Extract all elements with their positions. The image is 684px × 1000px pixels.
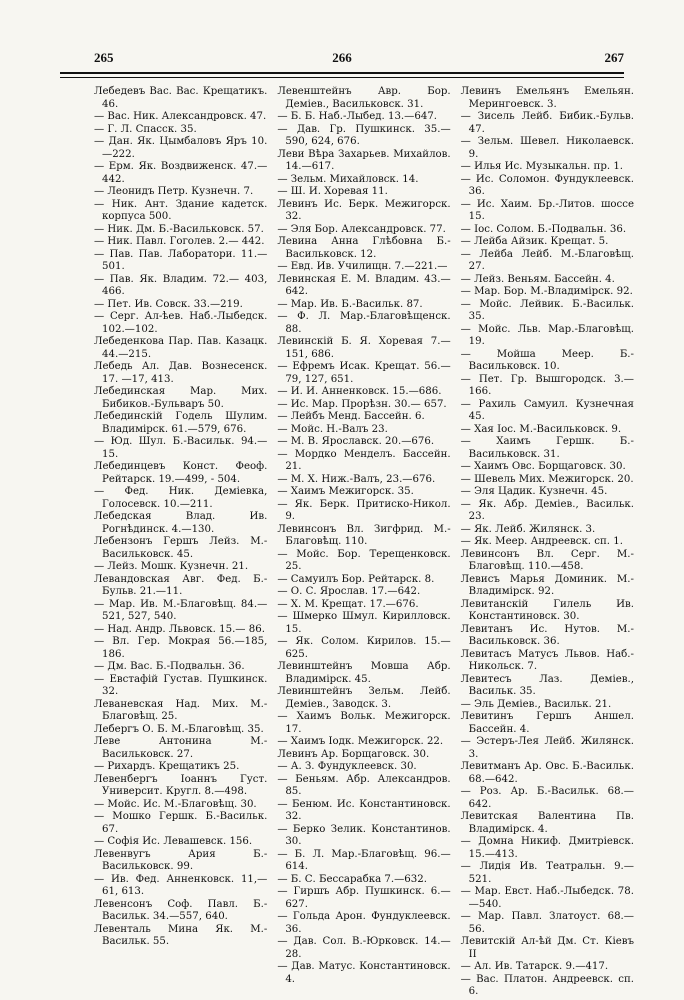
column-1 [94,86,267,990]
directory-entry: Левенсонъ Соф. Павл. Б.-Васильк. 34.—557, 640. [94,898,268,922]
directory-entry: — Роз. Ар. Б.-Васильк. 68.— 642. [460,786,634,810]
directory-entry: — Вас. Ник. Александровск. 47. [94,111,267,122]
directory-entry: — Ник. Ант. Здание кадетск. корпуса 500. [94,198,268,222]
directory-entry: — Мордко Менделъ. Бассейн. 21. [277,448,451,472]
directory-entry: — Лейба Лейб. М.-Благовѣщ. 27. [460,248,634,272]
directory-entry: Леве Антонина М.-Васильковск. 27. [94,736,268,760]
directory-entry: Левенбергъ Iоаннъ Густ. Университ. Кругл. 8.—498. [94,773,268,797]
directory-entry: — Эля Бор. Александровск. 77. [277,223,446,235]
directory-entry: — Дав. Сол. В.-Юрковск. 14.— 28. [277,936,451,960]
directory-entry: — Ерм. Як. Воздвиженск. 47.— 442. [94,161,268,185]
directory-entry: Левандовская Авг. Фед. Б.-Бульв. 21.—11. [94,573,268,597]
center-page-number: 266 [332,50,352,65]
directory-entry: — Серг. Ал-ѣев. Наб.-Лыбедск. 102.—102. [94,311,268,335]
directory-entry: — И. И. Анненковск. 15.—686. [277,386,442,397]
column-3 [460,86,634,997]
directory-entry: Лебедевъ Вас. Вас. Крещатикъ. 46. [94,86,268,110]
directory-entry: Левенталь Мина Як. М.-Васильк. 55. [94,923,268,947]
directory-entry: — Iос. Солом. Б.-Подвальн. 36. [460,223,627,235]
directory-entry: — Мар. Павл. Златоуст. 68.— 56. [460,911,634,935]
directory-entry: Леви Вѣра Захарьев. Михайлов. 14.—617. [277,148,451,172]
directory-entry: — Пав. Як. Владим. 72.— 403, 466. [94,273,268,297]
directory-entry: Левинская Е. М. Владим. 43.— 642. [277,273,451,297]
column-2 [277,86,450,990]
directory-entry: — Ник. Дм. Б.-Васильковск. 57. [94,223,264,235]
directory-entry: — Пет. Ив. Совск. 33.—219. [94,298,243,310]
directory-entry: — Берко Зелик. Константинов. 30. [277,823,451,847]
directory-entry: Левинскiй Б. Я. Хоревая 7.— 151, 686. [277,336,451,360]
directory-entry: Левитесъ Лаз. Демiев., Васильк. 35. [460,673,634,697]
directory-entry: — Ф. Л. Мар.-Благовѣщенск. 88. [277,311,451,335]
directory-entry: Левинсонъ Вл. Серг. М.-Благовѣщ. 110.—458. [460,548,634,572]
directory-entry: — Мошко Гершк. Б.-Васильк. 67. [94,811,268,835]
directory-entry: — Мар. Ив. М.-Благовѣщ. 84.— 521, 527, 540. [94,598,268,622]
directory-entry: — Дав. Матус. Константиновск. 4. [277,961,451,985]
directory-entry: Левенштейнъ Авр. Бор. Демiев., Васильковск. 31. [277,86,451,110]
directory-entry: — О. С. Ярослав. 17.—642. [277,586,421,597]
directory-entry: Левинсонъ Вл. Зигфрид. М.-Благовѣщ. 110. [277,523,451,547]
directory-entry: — Леонидъ Петр. Кузнечн. 7. [94,186,254,197]
directory-entry: — Як. Абр. Демiев., Васильк. 23. [460,498,634,522]
directory-entry: — Дм. Вас. Б.-Подвальн. 36. [94,661,245,672]
directory-entry: — Ал. Ив. Татарск. 9.—417. [460,961,609,972]
directory-entry: Левитманъ Ар. Овс. Б.-Васильк. 68.—642. [460,761,634,785]
directory-entry: — Лейба Айзик. Крещат. 5. [460,236,609,247]
directory-entry: — Илья Ис. Музыкальн. пр. 1. [460,161,624,172]
left-page-number: 265 [94,50,114,65]
directory-entry: — Софiя Ис. Левашевск. 156. [94,836,253,847]
directory-entry: — Х. М. Крещат. 17.—676. [277,598,419,610]
directory-entry: — Хая Iос. М.-Васильковск. 9. [460,423,622,435]
directory-entry: — Зисель Лейб. Бибик.-Бульв. 47. [460,111,634,135]
directory-entry: Левенвугъ Ария Б.-Васильковск. 99. [94,848,268,872]
directory-entry: — Ис. Хаим. Бр.-Литов. шоссе 15. [460,198,634,222]
directory-entry: — Домна Никиф. Дмитрiевск. 15.—413. [460,836,634,860]
directory-entry: Левина Анна Глѣбовна Б.-Васильковск. 12. [277,236,451,260]
directory-entry: Левинъ Ар. Борщаговск. 30. [277,748,430,760]
directory-entry: — Як. Берк. Притиско-Никол. 9. [277,498,451,522]
directory-entry: — Юд. Шул. Б.-Васильк. 94.— 15. [94,436,268,460]
directory-entry: — Ш. И. Хоревая 11. [277,186,388,197]
header-rule [60,72,624,78]
directory-entry: — М. В. Ярославск. 20.—676. [277,436,435,447]
directory-entry: — Хаимъ Вольк. Межигорск. 17. [277,711,451,735]
directory-entry: Левисъ Марья Доминик. М.-Владимiрск. 92. [460,573,634,597]
directory-entry: — Пав. Пав. Лаборатори. 11.— 501. [94,248,268,272]
directory-entry: — Б. С. Бессарабка 7.—632. [277,873,427,885]
directory-entry: — Эль Демiев., Васильк. 21. [460,698,612,710]
directory-entry: Левитанскiй Гилель Ив. Константиновск. 30. [460,598,634,622]
directory-entry: — Лейз. Мошк. Кузнечн. 21. [94,561,249,572]
directory-entry: — Лидiя Ив. Театральн. 9.— 521. [460,861,634,885]
directory-entry: — Вл. Гер. Мокрая 56.—185, 186. [94,636,268,660]
directory-entry: Лебединцевъ Конст. Феоф. Рейтарск. 19.—499, - 504. [94,461,268,485]
directory-entry: Левитская Валентина Пв. Владимiрск. 4. [460,811,634,835]
directory-entry: — Мойс. Н.-Валъ 23. [277,423,388,435]
directory-entry: — Зельм. Михайловск. 14. [277,173,419,185]
directory-entry: — Пет. Гр. Вышгородск. 3.— 166. [460,373,634,397]
directory-entry: — Шевель Мих. Межигорск. 20. [460,473,634,485]
directory-entry: Левинъ Емельянъ Емельян. Мерингоевск. 3. [460,86,634,110]
directory-entry: — Як. Меер. Андреевск. сп. 1. [460,536,623,547]
directory-entry: — М. Х. Ниж.-Валъ, 23.—676. [277,473,436,485]
directory-columns [94,86,634,997]
directory-entry: — Рихардъ. Крещатикъ 25. [94,761,240,772]
page-header [60,50,624,70]
directory-entry: Лебединская Мар. Мих. Бибиков.-Бульваръ 50. [94,386,268,410]
directory-entry: — Як. Лейб. Жилянск. 3. [460,523,596,535]
directory-entry: Левинштейнъ Зельм. Лейб. Демiев., Заводск. 3. [277,686,451,710]
directory-entry: — Мойс. Ис. М.-Благовѣщ. 30. [94,798,257,810]
directory-entry: Левитскiй Ал-ѣй Дм. Ст. Кiевъ II [460,936,634,960]
directory-entry: Левитасъ Матусъ Львов. Наб.-Никольск. 7. [460,648,634,672]
directory-entry: — Фед. Ник. Демiевка, Голосевск. 10.—211. [94,486,268,510]
directory-entry: — Евстафiй Густав. Пушкинск. 32. [94,673,268,697]
directory-entry: Лебединскiй Годель Шулим. Владимiрск. 61.—579, 676. [94,411,268,435]
directory-entry: — А. З. Фундуклеевск. 30. [277,761,417,772]
directory-entry: — Гиршъ Абр. Пушкинск. 6.— 627. [277,886,451,910]
directory-entry: — Лейбъ Менд. Бассейн. 6. [277,411,425,422]
directory-entry: — Самуилъ Бор. Рейтарск. 8. [277,573,435,585]
directory-entry: — Зельм. Шевел. Николаевск. 9. [460,136,634,160]
directory-entry: — Мар. Евст. Наб.-Лыбедск. 78.—540. [460,886,634,910]
directory-entry: — Бенюм. Ис. Константиновск. 32. [277,798,451,822]
directory-entry: Левинъ Ис. Берк. Межигорск. 32. [277,198,451,222]
directory-entry: — Эстеръ-Лея Лейб. Жилянск. 3. [460,736,634,760]
directory-entry: — Над. Андр. Львовск. 15.— 86. [94,623,265,635]
directory-entry: — Вас. Платон. Андреевск. сп. 6. [460,973,634,997]
directory-entry: Левитанъ Ис. Нутов. М.-Васильковск. 36. [460,623,634,647]
directory-entry: — Ефремъ Исак. Крещат. 56.— 79, 127, 651. [277,361,451,385]
directory-entry: — Ив. Фед. Анненковск. 11,— 61, 613. [94,873,268,897]
directory-entry: Лебензонъ Гершъ Лейз. М.-Васильковск. 45. [94,536,268,560]
directory-entry: — Мар. Ив. Б.-Васильк. 87. [277,298,423,310]
directory-entry: — Б. Л. Мар.-Благовѣщ. 96.— 614. [277,848,451,872]
directory-entry: — Як. Солом. Кирилов. 15.— 625. [277,636,451,660]
directory-entry: — Хаимъ Iодк. Межигорск. 22. [277,736,444,747]
directory-entry: — Гольда Арон. Фундуклеевск. 36. [277,911,451,935]
directory-entry: — Ник. Павл. Гоголев. 2.— 442. [94,236,265,247]
directory-entry: Лебеденкова Пар. Пав. Казацк. 44.—215. [94,336,268,360]
directory-entry: — Рахиль Самуил. Кузнечная 45. [460,398,634,422]
directory-entry: — Мойс. Лейвик. Б.-Васильк. 35. [460,298,634,322]
directory-entry: — Г. Л. Спасск. 35. [94,123,197,135]
directory-entry: — Лейз. Веньям. Бассейн. 4. [460,273,615,285]
directory-entry: Лебергъ О. Б. М.-Благовѣщ. 35. [94,723,264,735]
directory-entry: — Мар. Бор. М.-Владимiрск. 92. [460,286,633,297]
directory-entry: — Хаимъ Овс. Борщаговск. 30. [460,461,626,472]
directory-entry: — Мойша Меер. Б.-Васильковск. 10. [460,348,634,372]
directory-entry: — Беньям. Абр. Александров. 85. [277,773,451,797]
directory-entry: Левинштейнъ Мовша Абр. Владимiрск. 45. [277,661,451,685]
directory-entry: Левитинъ Гершъ Аншел. Бассейн. 4. [460,711,634,735]
directory-entry: — Шмерко Шмул. Кирилловск. 15. [277,611,451,635]
directory-entry: — Эля Цадик. Кузнечн. 45. [460,486,608,497]
directory-entry: Лебедь Ал. Дав. Вознесенск. 17. —17, 413. [94,361,268,385]
directory-entry: — Хаимъ Межигорск. 35. [277,486,414,497]
directory-entry: — Дав. Гр. Пушкинск. 35.— 590, 624, 676. [277,123,451,147]
directory-entry: — Дан. Як. Цымбаловъ Яръ 10.—222. [94,136,268,160]
directory-entry: — Хаимъ Гершк. Б.-Васильковск. 31. [460,436,634,460]
directory-entry: — Ис. Соломон. Фундуклеевск. 36. [460,173,634,197]
directory-entry: — Мойс. Льв. Мар.-Благовѣщ. 19. [460,323,634,347]
directory-entry: Леваневская Над. Мих. М.-Благовѣщ. 25. [94,698,268,722]
directory-entry: — Ис. Мар. Прорѣзн. 30.— 657. [277,398,447,410]
directory-entry: — Евд. Ив. Училищн. 7.—221.— [277,261,448,272]
directory-entry: — Мойс. Бор. Терещенковск. 25. [277,548,451,572]
right-page-number: 267 [604,50,624,65]
directory-entry: Лебедская Влад. Ив. Рогнѣдинск. 4.—130. [94,511,268,535]
directory-entry: — Б. Б. Наб.-Лыбед. 13.—647. [277,111,438,122]
